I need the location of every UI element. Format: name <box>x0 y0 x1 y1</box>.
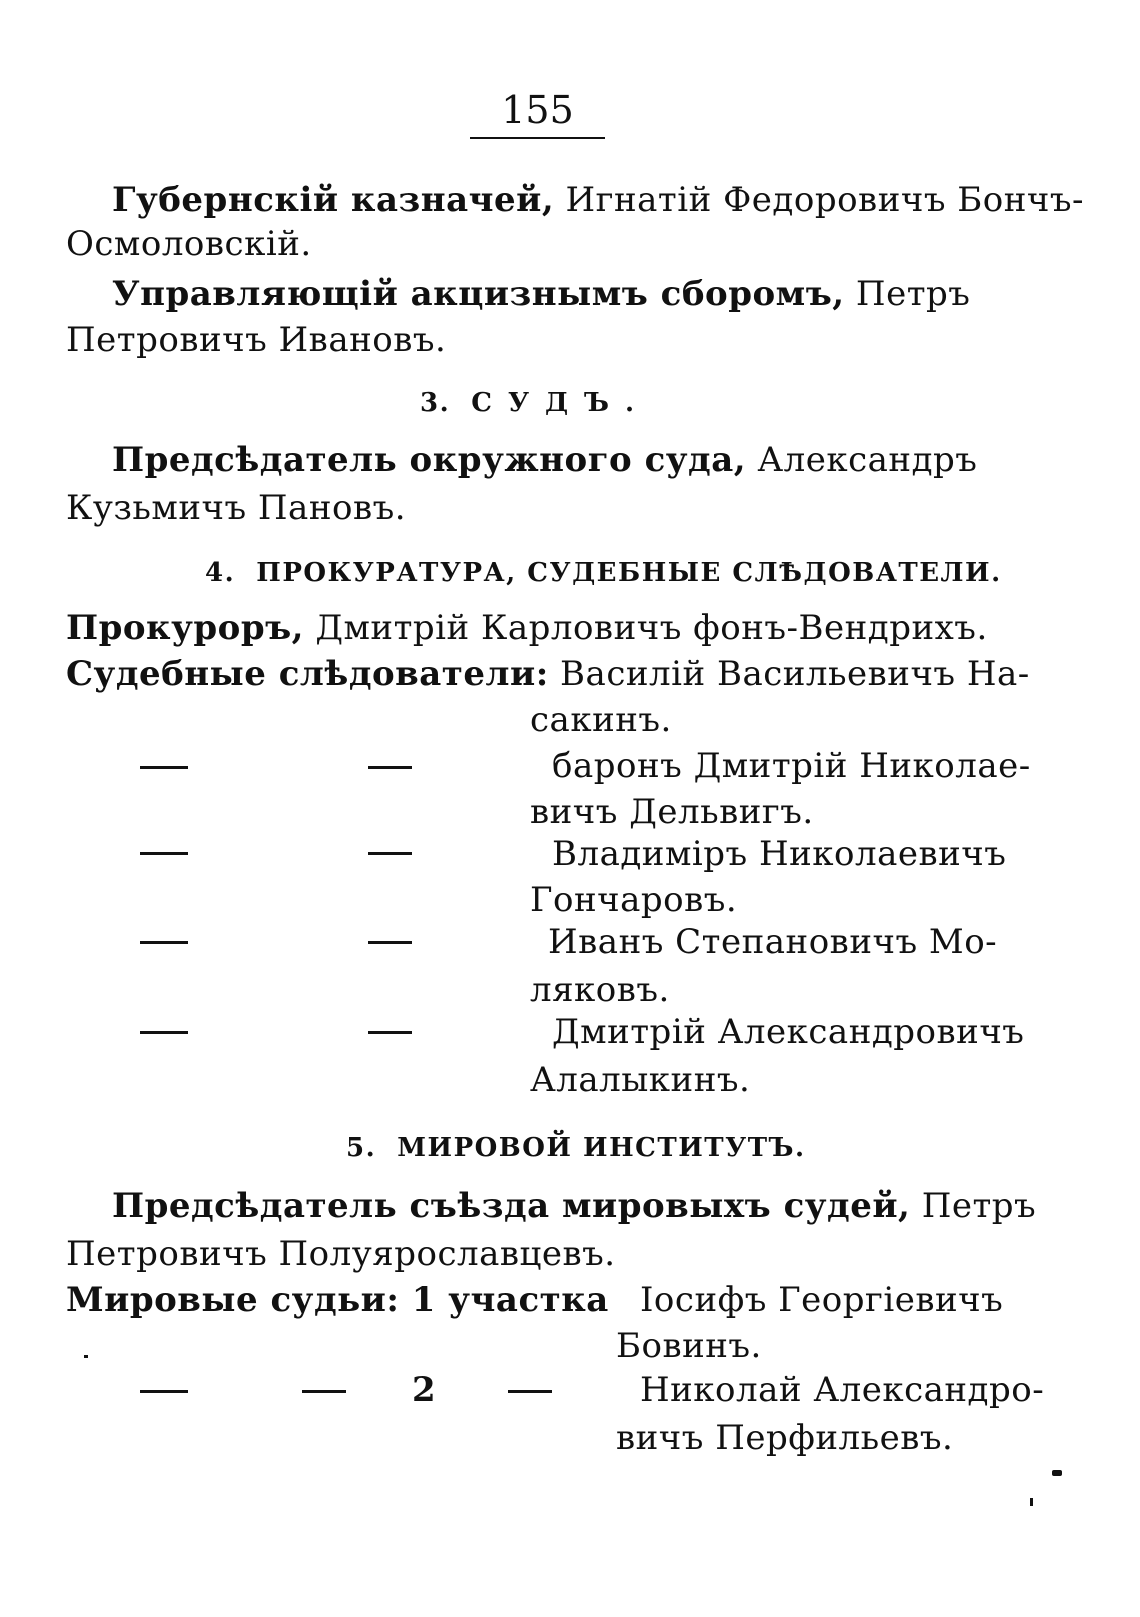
entry-treasurer <box>112 180 1084 220</box>
entry-name: Петръ <box>910 1186 1037 1226</box>
investigator-row-3-cont: ляковъ. <box>530 970 670 1010</box>
ditto-dash <box>368 1031 412 1034</box>
ditto-dash <box>302 1390 346 1393</box>
investigator-row-4: Дмитрій Александровичъ <box>552 1012 1025 1052</box>
entry-name: Василій Васильевичъ На- <box>548 654 1030 694</box>
ditto-dash <box>368 852 412 855</box>
section-heading-4 <box>205 557 1002 589</box>
entry-title: Управляющій акцизнымъ сборомъ, <box>112 274 845 314</box>
ditto-dash <box>140 852 188 855</box>
section-title: ПРОКУРАТУРА, СУДЕБНЫЕ СЛѢДОВАТЕЛИ. <box>256 558 1002 588</box>
section-title: СУДЪ. <box>471 388 651 418</box>
entry-title: Предсѣдатель окружного суда, <box>112 440 747 480</box>
entry-court-chair-cont: Кузьмичъ Пановъ. <box>66 488 407 528</box>
entry-justices-title: Мировые судьи: 1 участка <box>66 1280 609 1320</box>
entry-court-chair <box>112 440 977 480</box>
section-heading-3 <box>420 387 650 419</box>
entry-title: Губернскій казначей, <box>112 180 555 220</box>
print-speck <box>1052 1470 1062 1476</box>
section-number: 5. <box>346 1133 377 1163</box>
page-number-rule <box>470 137 605 139</box>
print-speck <box>84 1355 88 1358</box>
justice-2-cont: вичъ Перфильевъ. <box>616 1418 954 1458</box>
entry-name: Дмитрій Карловичъ фонъ-Вендрихъ. <box>304 608 988 648</box>
entry-congress-chair <box>112 1186 1036 1226</box>
ditto-dash <box>140 1390 188 1393</box>
page-number: 155 <box>501 88 574 132</box>
investigator-row-1: баронъ Дмитрій Николае- <box>552 746 1031 786</box>
justice-2-number: 2 <box>412 1370 437 1410</box>
investigator-row-4-cont: Алалыкинъ. <box>530 1060 751 1100</box>
section-title: МИРОВОЙ ИНСТИТУТЪ. <box>397 1133 806 1163</box>
justice-2-name: Николай Александро- <box>640 1370 1045 1410</box>
investigator-row-3: Иванъ Степановичъ Мо- <box>548 922 998 962</box>
section-number: 4. <box>205 558 236 588</box>
ditto-dash <box>140 941 188 944</box>
entry-investigators <box>66 654 1030 694</box>
print-speck <box>1030 1498 1033 1506</box>
investigator-row-2-cont: Гончаровъ. <box>530 880 738 920</box>
entry-excise <box>112 274 970 314</box>
entry-treasurer-cont: Осмоловскій. <box>66 224 312 264</box>
entry-investigators-cont: сакинъ. <box>530 700 672 740</box>
entry-name: Игнатій Федоровичъ Бончъ- <box>554 180 1084 220</box>
entry-excise-cont: Петровичъ Ивановъ. <box>66 320 447 360</box>
ditto-dash <box>140 1031 188 1034</box>
ditto-dash <box>508 1390 552 1393</box>
entry-title: Прокуроръ, <box>66 608 305 648</box>
entry-title: Судебные слѣдователи: <box>66 654 549 694</box>
section-number: 3. <box>420 388 451 418</box>
entry-name: Петръ <box>844 274 971 314</box>
entry-prosecutor <box>66 608 988 648</box>
ditto-dash <box>368 941 412 944</box>
entry-title: Предсѣдатель съѣзда мировыхъ судей, <box>112 1186 911 1226</box>
justice-1-cont: Бовинъ. <box>616 1326 762 1366</box>
ditto-dash <box>140 766 188 769</box>
investigator-row-2: Владиміръ Николаевичъ <box>552 834 1007 874</box>
justice-1-name: Іосифъ Георгіевичъ <box>640 1280 1004 1320</box>
section-heading-5 <box>346 1132 806 1164</box>
investigator-row-1-cont: вичъ Дельвигъ. <box>530 792 814 832</box>
ditto-dash <box>368 766 412 769</box>
entry-congress-chair-cont: Петровичъ Полуярославцевъ. <box>66 1234 616 1274</box>
entry-name: Александръ <box>746 440 978 480</box>
